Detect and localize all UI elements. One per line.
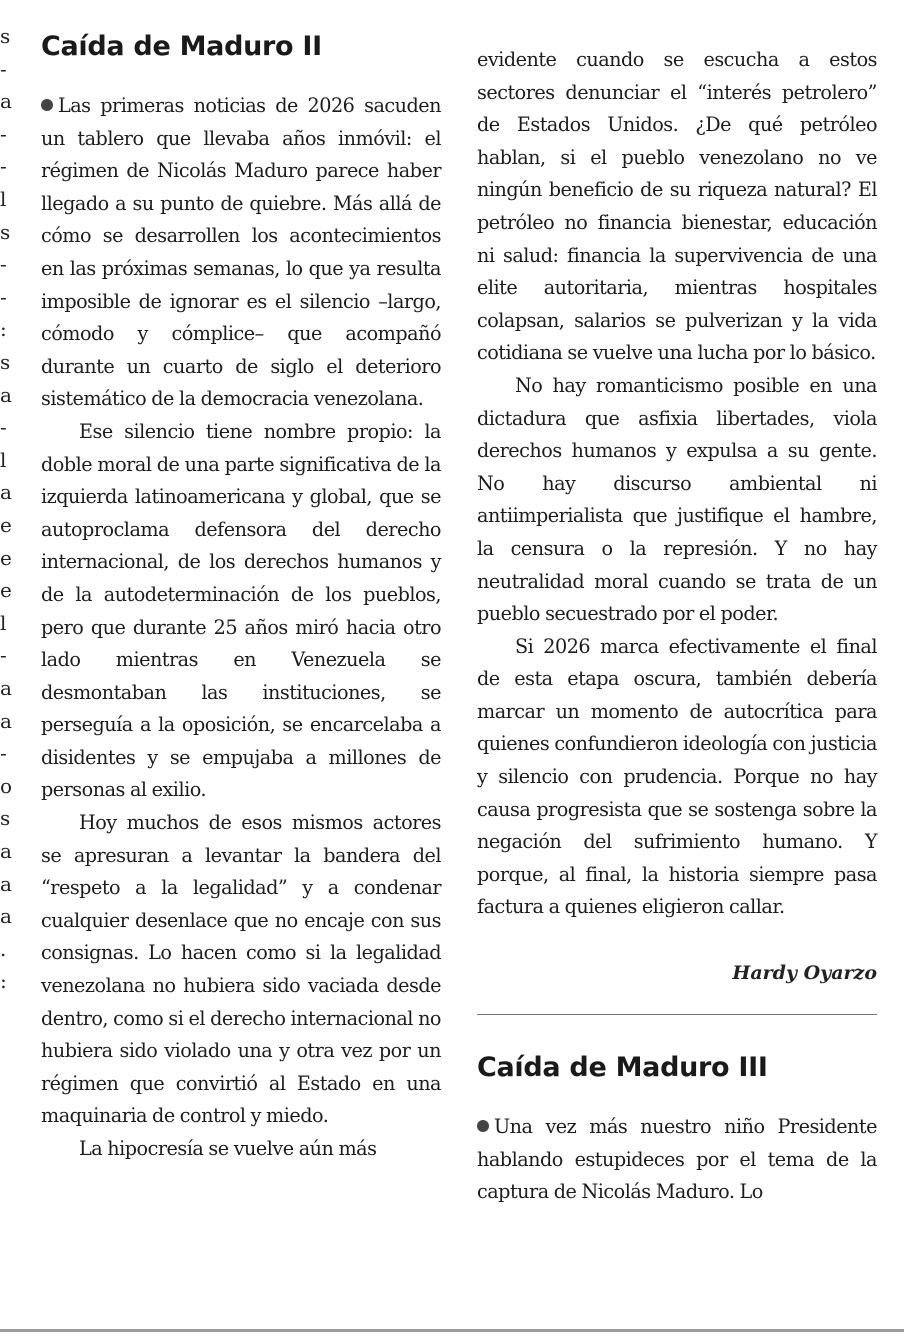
article-paragraph: Ese silencio tiene nombre propio: la doble moral de una parte significativa de la izquierda latinoamericana y global, que se autoproclama defensora del derecho internacional, de los derechos humanos y de la autodeterminación de los pueblos, pero que durante 25 años miró hacia otro lado mientras en Venezuela se desmontaban las instituciones, se perseguía a la oposición, se encarcelaba a disidentes y se empujaba a millones de personas al exilio. bbox=[41, 419, 441, 802]
edge-fragment: l bbox=[0, 610, 7, 635]
edge-fragment: a bbox=[0, 676, 12, 700]
left-column bbox=[41, 30, 441, 1166]
bullet-icon bbox=[477, 1120, 489, 1132]
article-title: Caída de Maduro III bbox=[477, 1052, 768, 1084]
edge-fragment: . bbox=[0, 936, 7, 961]
article-paragraph: La hipocresía se vuelve aún más bbox=[79, 1137, 377, 1160]
edge-fragment: - bbox=[0, 121, 7, 146]
edge-fragment: a bbox=[0, 839, 12, 863]
section-divider bbox=[477, 1014, 877, 1015]
edge-fragment: - bbox=[0, 643, 7, 668]
bullet-icon bbox=[41, 99, 53, 111]
edge-fragment: a bbox=[0, 904, 12, 929]
edge-fragment: e bbox=[0, 513, 12, 537]
edge-fragment: l bbox=[0, 187, 7, 211]
edge-fragment: o bbox=[0, 773, 12, 798]
bottom-rule bbox=[0, 1329, 904, 1332]
edge-fragment: e bbox=[0, 578, 12, 603]
edge-fragment: e bbox=[0, 545, 12, 570]
edge-fragment: - bbox=[0, 252, 7, 277]
edge-fragment: s bbox=[0, 219, 11, 244]
edge-fragment: s bbox=[0, 24, 11, 48]
edge-fragment: a bbox=[0, 382, 12, 407]
edge-fragment: s bbox=[0, 806, 11, 831]
edge-fragment: s bbox=[0, 350, 11, 374]
edge-fragment: a bbox=[0, 708, 12, 733]
article-paragraph: Si 2026 marca efectivamente el final de esta etapa oscura, también debería marcar un momento de autocrítica para quienes confundieron ideología con justicia y silencio con prudencia. Porque no hay causa progresista que se sostenga sobre la negación del sufrimiento humano. Y porque, al final, la historia siempre pasa factura a quienes eligieron callar. bbox=[477, 634, 877, 919]
edge-fragment: - bbox=[0, 741, 7, 766]
paragraph-text: Las primeras noticias de 2026 sacuden un tablero que llevaba años inmóvil: el régimen de Nicolás Maduro parece haber llegado a su punto de quiebre. Más allá de cómo se desarrollen los acontecimientos en las próximas semanas, lo que ya resulta imposible de ignorar es el silencio –largo, cómodo y cómplice– que acompañó durante un cuarto de siglo el deterioro sistemático de la democracia venezolana. bbox=[41, 94, 441, 411]
edge-fragment: a bbox=[0, 871, 12, 896]
edge-fragment: - bbox=[0, 415, 7, 440]
article-paragraph: Hoy muchos de esos mismos actores se apresuran a levantar la bandera del “respeto a la legalidad” y a condenar cualquier desenlace que no encaje con sus consignas. Lo hacen como si la legalidad venezolana no hubiera sido vaciada desde dentro, como si el derecho internacional no hubiera sido violado una y otra vez por un régimen que convirtió al Estado en una maquinaria de control y miedo. bbox=[41, 811, 441, 1128]
article-paragraph: evidente cuando se escucha a estos sectores denunciar el “interés petrolero” de Estados Unidos. ¿De qué petróleo hablan, si el pueblo venezolano no ve ningún beneficio de su riqueza natural? El petróleo no financia bienestar, educación ni salud: financia la supervivencia de una elite autoritaria, mientras hospitales colapsan, salarios se pulverizan y la vida cotidiana se vuelve una lucha por lo básico. bbox=[477, 48, 877, 365]
article-paragraph: No hay romanticismo posible en una dictadura que asfixia libertades, viola derechos humanos y expulsa a su gente. No hay discurso ambiental ni antiimperialista que justifique el hambre, la censura o la represión. Y no hay neutralidad moral cuando se trata de un pueblo secuestrado por el poder. bbox=[477, 373, 877, 626]
edge-fragment: : bbox=[0, 317, 7, 342]
edge-fragment: : bbox=[0, 969, 7, 994]
edge-fragment: - bbox=[0, 154, 7, 179]
article-paragraph bbox=[41, 90, 441, 416]
edge-fragment: - bbox=[0, 284, 7, 309]
right-column bbox=[477, 44, 877, 1209]
edge-fragment: - bbox=[0, 56, 7, 81]
edge-fragment: a bbox=[0, 480, 12, 505]
article-title: Caída de Maduro II bbox=[41, 31, 322, 62]
left-edge-cutoff-text bbox=[0, 18, 12, 1308]
article-paragraph bbox=[477, 1111, 877, 1209]
edge-fragment: l bbox=[0, 447, 7, 472]
paragraph-text: Una vez más nuestro niño Presidente hablando estupideces por el tema de la captura de Nicolás Maduro. Lo bbox=[477, 1115, 877, 1204]
edge-fragment: a bbox=[0, 89, 12, 114]
author-signature: Hardy Oyarzo bbox=[732, 962, 877, 985]
